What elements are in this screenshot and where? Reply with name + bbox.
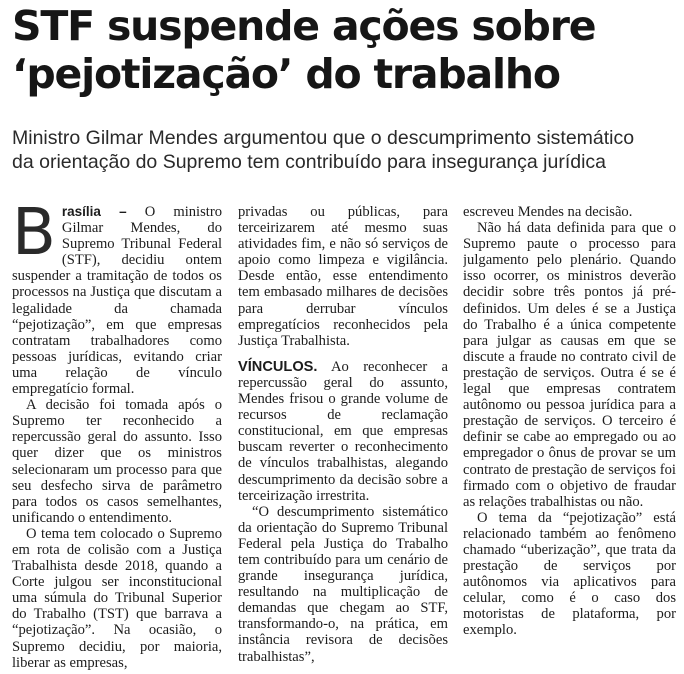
article-paragraph: A decisão foi tomada após o Supremo ter reconhecido a repercussão geral do assunto. Isso quer dizer que os ministros selecionaram um processo para que seu desfecho sirva de parâmetro para todos os casos semelhantes, unificando o entendimento. [12,397,222,526]
paragraph-text: Ao reconhecer a repercussão geral do assunto, Mendes frisou o grande volume de recursos de reclamação constitucional, em que empresas buscam reverter o reconhecimento de vínculos trabalhistas, alegando descumprimento da decisão sobre a terceirização irrestrita. [238,358,448,504]
article-paragraph: Não há data definida para que o Supremo paute o processo para julgamento pelo plenário. Quando isso ocorrer, os ministros deverão decidir sobre três pontos já pré-definidos. Um deles é se a Justiça do Trabalho é a única competente para julgar as causas em que se discute a fraude no contrato civil de prestação de serviços. Outra é se é legal que empresas contratem autônomo ou pessoa jurídica para a prestação de serviços. O terceiro é definir se cabe ao empregado ou ao empregador o ônus de provar se um contrato de prestação de serviços foi firmado com o objetivo de fraudar as relações trabalhistas ou não. [463,220,676,510]
drop-cap: B [12,204,56,270]
article-paragraph [238,359,448,504]
headline-line-2: ‘pejotização’ do trabalho [12,50,560,98]
deck-subtitle [12,126,676,174]
article-paragraph: escreveu Mendes na decisão. [463,204,633,220]
paragraph-text: O ministro Gilmar Mendes, do Supremo Tribunal Federal (STF), decidiu ontem suspender a tramitação de todos os processos na Justiça que discutam a legalidade da chamada “pejotização”, em que empresas contratam trabalhadores como pessoas jurídicas, evitando criar uma relação de vínculo empregatício formal. [12,204,222,398]
article-paragraph: O tema tem colocado o Supremo em rota de colisão com a Justiça Trabalhista desde 2018, quando a Corte julgou ser inconstitucional uma súmula do Tribunal Superior do Trabalho (TST) que barrava a “pejotização”. Na ocasião, o Supremo decidiu, por maioria, liberar as empresas, [12,525,222,671]
article-paragraph: privadas ou públicas, para terceirizarem até mesmo suas atividades fim, e não só serviços de apoio como limpeza e vigilância. Desde então, esse entendimento tem embasado milhares de decisões para derrubar vínculos empregatícios reconhecidos pela Justiça Trabalhista. [238,204,448,349]
article-paragraph: O tema da “pejotização” está relacionado também ao fenômeno chamado “uberização”, que trata da prestação de serviços por autônomos via aplicativos para celular, como é o caso dos motoristas de plataforma, por exemplo. [463,509,676,639]
article-paragraph [12,204,222,397]
article-column-1 [12,204,222,672]
article-column-3 [463,204,676,672]
headline-line-1: STF suspende ações sobre [12,2,596,50]
section-kicker: VÍNCULOS. [238,358,318,375]
article-paragraph: “O descumprimento sistemático da orientação do Supremo Tribunal Federal pela Justiça do Trabalho tem contribuído para um cenário de grande insegurança jurídica, resultando na multiplicação de demandas que chegam ao STF, transformando-o, na prática, em instância revisora de decisões trabalhistas”, [238,503,448,665]
dateline: rasília – [61,204,127,219]
deck-line-2: da orientação do Supremo tem contribuído para insegurança jurídica [12,151,607,173]
deck-line-1: Ministro Gilmar Mendes argumentou que o descumprimento sistemático [12,127,635,149]
headline [12,2,676,98]
article-column-2 [238,204,448,672]
